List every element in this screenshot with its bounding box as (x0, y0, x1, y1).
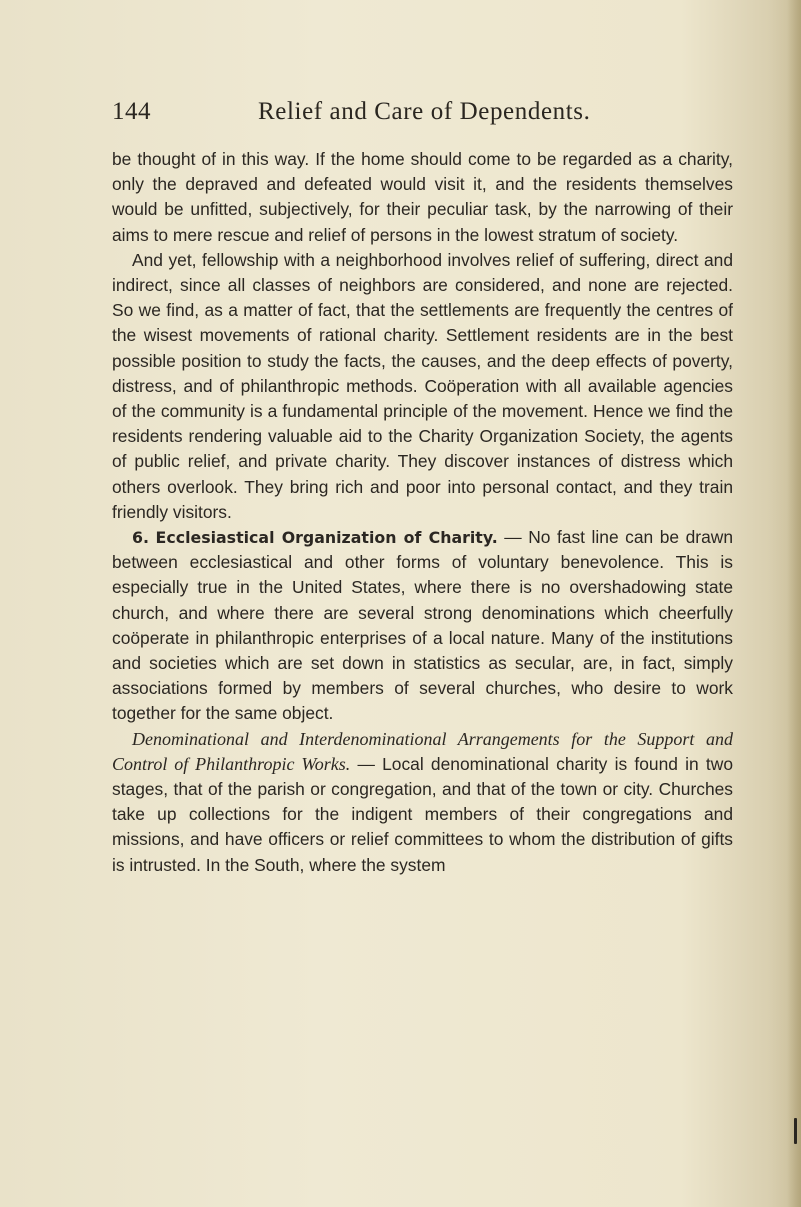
subsection-text: — Local denominational charity is found in two stages, that of the parish or congregation, and that of the town or city. Churches take up collections for the indigent members of their congregations and missions, and have officers or relief committees to whom the distribution of gifts is intrusted. In the South, where the system (112, 753, 733, 875)
paragraph-denominational (112, 727, 733, 878)
paragraph-ecclesiastical (112, 525, 733, 727)
paragraph-settlements: And yet, fellowship with a neighborhood involves relief of suffering, direct and indirect, since all classes of neighbors are considered, and none are rejected. So we find, as a matter of fact, that the settlements are frequently the centres of the wisest movements of rational charity. Settlement residents are in the best possible position to study the facts, the causes, and the deep effects of poverty, distress, and of philanthropic methods. Coöperation with all available agencies of the community is a fundamental principle of the movement. Hence we find the residents rendering valuable aid to the Charity Organization Society, the agents of public relief, and private charity. They discover instances of distress which others overlook. They bring rich and poor into personal contact, and they train friendly visitors. (112, 249, 733, 522)
paragraph-continuation: be thought of in this way. If the home should come to be regarded as a charity, only the depraved and defeated would visit it, and the residents themselves would be unfitted, subjectively, for their peculiar task, by the narrowing of their aims to mere rescue and relief of persons in the lowest stratum of society. (112, 149, 733, 245)
body-text (112, 147, 733, 878)
edge-ink-mark (794, 1118, 797, 1144)
subsection-heading: Denominational and Interdenominational Arrangements for the Support and Control of Philanthropic Works. (112, 728, 733, 774)
page-edge-shadow (787, 0, 801, 1207)
section-text: — No fast line can be drawn between ecclesiastical and other forms of voluntary benevolence. This is especially true in the United States, where there is no overshadowing state church, and where there are several strong denominations which cheerfully coöperate in philanthropic enterprises of a local nature. Many of the institutions and societies which are set down in statistics as secular, are, in fact, simply associations formed by members of several churches, who desire to work together for the same object. (112, 527, 733, 724)
section-title: Ecclesiastical Organization of Charity. (155, 528, 498, 548)
section-number: 6. (132, 528, 149, 548)
page-number: 144 (112, 98, 151, 125)
page-header (112, 96, 732, 136)
running-title: Relief and Care of Dependents. (258, 98, 591, 125)
